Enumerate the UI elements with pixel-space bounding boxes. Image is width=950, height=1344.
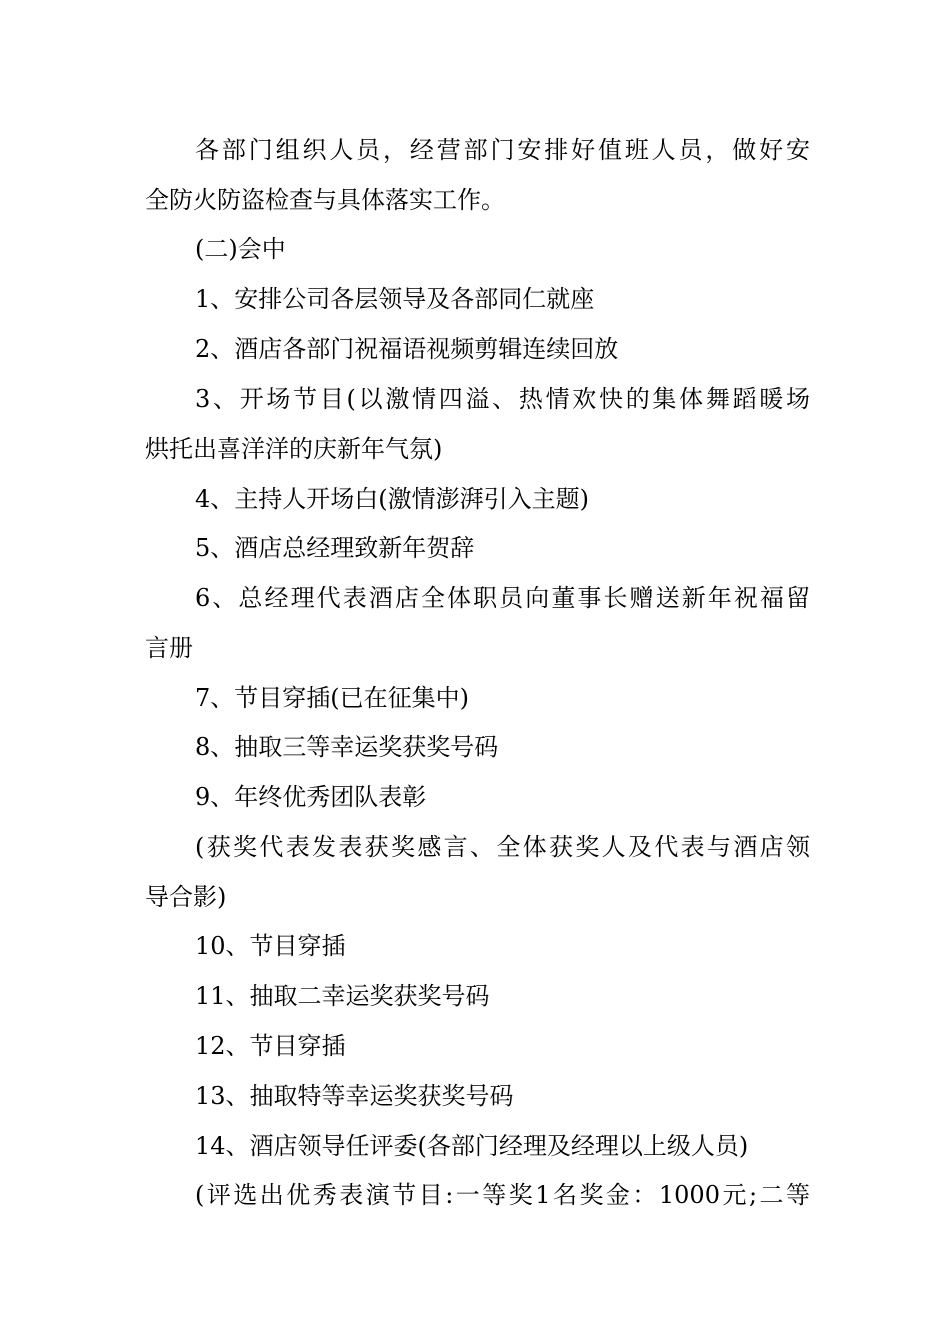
list-item: 11、抽取二幸运奖获奖号码 <box>195 982 490 1010</box>
list-item: 1、安排公司各层领导及各部同仁就座 <box>195 285 595 313</box>
list-item-continuation: 言册 <box>145 634 193 662</box>
list-item: 12、节目穿插 <box>195 1032 346 1060</box>
list-item: 4、主持人开场白(激情澎湃引入主题) <box>195 485 589 513</box>
list-item: 14、酒店领导任评委(各部门经理及经理以上级人员) <box>195 1132 749 1160</box>
paragraph-line: (获奖代表发表获奖感言、全体获奖人及代表与酒店领 <box>195 833 810 861</box>
list-item: 2、酒店各部门祝福语视频剪辑连续回放 <box>195 335 619 363</box>
paragraph-line: 全防火防盗检查与具体落实工作。 <box>145 186 505 214</box>
list-item: 5、酒店总经理致新年贺辞 <box>195 534 475 562</box>
list-item: 13、抽取特等幸运奖获奖号码 <box>195 1082 514 1110</box>
list-item: 7、节目穿插(已在征集中) <box>195 684 469 712</box>
section-heading: (二)会中 <box>195 235 286 263</box>
list-item: 10、节目穿插 <box>195 932 346 960</box>
list-item: 8、抽取三等幸运奖获奖号码 <box>195 733 499 761</box>
list-item: 6、总经理代表酒店全体职员向董事长赠送新年祝福留 <box>195 584 810 612</box>
list-item-continuation: 烘托出喜洋洋的庆新年气氛) <box>145 435 443 463</box>
list-item: 3、开场节目(以激情四溢、热情欢快的集体舞蹈暖场 <box>195 385 810 413</box>
paragraph-line: 导合影) <box>145 883 227 911</box>
paragraph-line: 各部门组织人员，经营部门安排好值班人员，做好安 <box>195 136 810 164</box>
list-item: 9、年终优秀团队表彰 <box>195 783 427 811</box>
paragraph-line: (评选出优秀表演节目:一等奖1名奖金：1000元;二等 <box>195 1181 810 1209</box>
